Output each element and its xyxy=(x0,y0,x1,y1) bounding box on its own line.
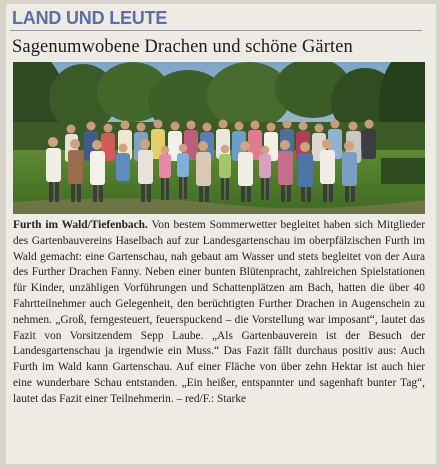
section-rubric: LAND UND LEUTE xyxy=(12,8,168,28)
hedge-right xyxy=(381,158,425,184)
rubric-divider xyxy=(10,30,422,31)
article-headline: Sagenumwobene Drachen und schöne Gärten xyxy=(12,37,353,57)
group-photo xyxy=(13,62,425,214)
article-dateline: Furth im Wald/Tiefenbach. xyxy=(13,219,148,231)
article-body xyxy=(13,218,425,408)
article-text: Von bestem Sommerwetter begleitet haben sich Mitglieder des Gartenbauvereins Haselbach auf zur Landesgartenschau im oberpfälzischen Furth im Wald gemacht: eine Gartenschau, nah gebaut am Wasser und stets begleitet von der Aura des Further Drachen Fanny. Neben einer bunten Blütenpracht, zahlreichen Spielstationen für Kinder, unzähligen Vorführungen und Schattenplätzen am Bach, hatten die über 40 Fahrtteilnehmer auch Gelegenheit, den berüchtigten Further Drachen in Augenschein zu nehmen. „Groß, ferngesteuert, feuerspuckend – die Vorstellung war imposant“, lautet das Fazit von Vorsitzendem Sepp Laube. „Als Gartenbauverein ist der Besuch der Landesgartenschau ja irgendwie ein Muss.“ Das Fazit fällt durchaus positiv aus: Auch Furth im Wald kann Gartenschau. Auf einer Fläche von über zehn Hektar ist auch hier eine wunderbare Schau entstanden. „Ein heißer, entspannter und sagenhaft bunter Tag“, lautet das Fazit einer Teilnehmerin. – red/F.: Starke xyxy=(13,219,425,405)
